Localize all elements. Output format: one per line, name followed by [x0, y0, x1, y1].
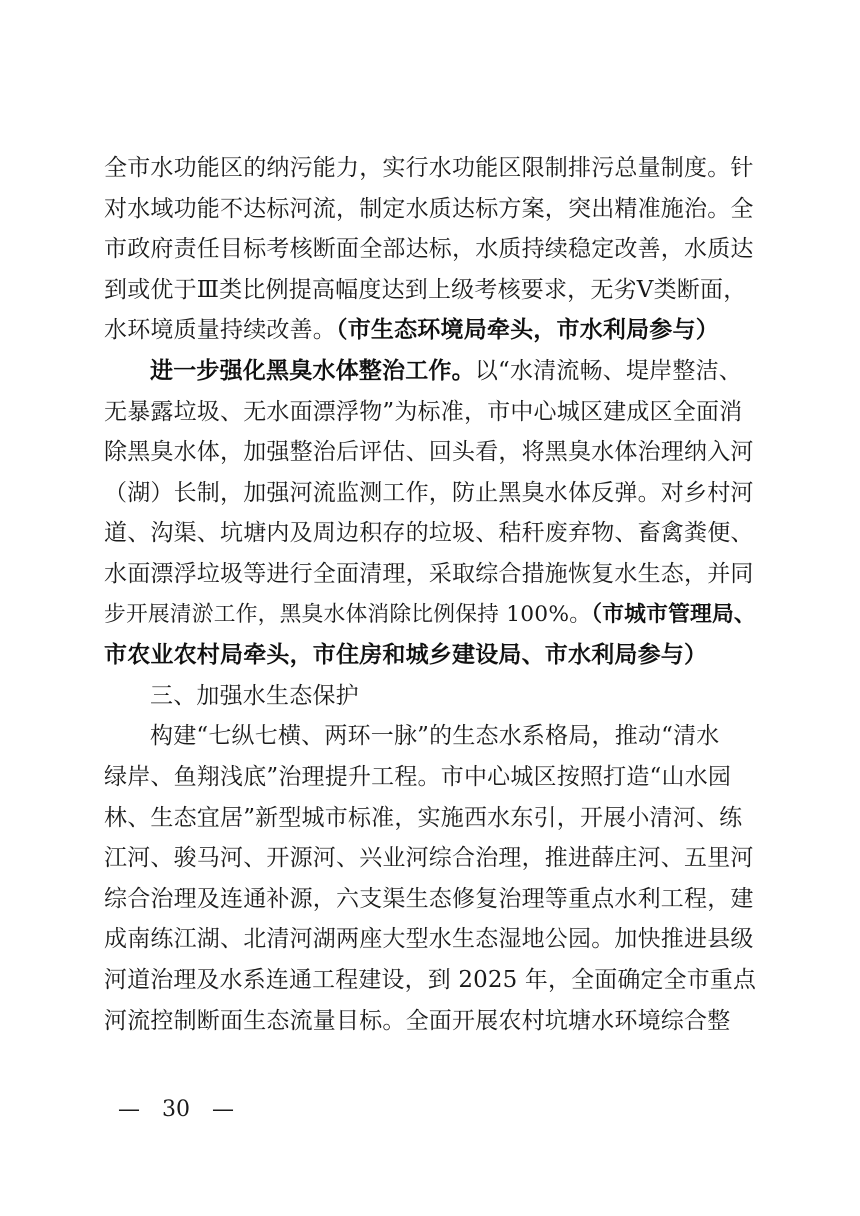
text-line [104, 189, 756, 229]
text-line [104, 513, 756, 553]
text-segment: 市政府责任目标考核断面全部达标，水质持续稳定改善，水质达 [104, 236, 754, 262]
text-line [104, 635, 756, 675]
text-segment: 到或优于Ⅲ类比例提高幅度达到上级考核要求，无劣Ⅴ类断面， [104, 277, 747, 303]
text-line [104, 310, 756, 350]
text-segment: 对水域功能不达标河流，制定水质达标方案，突出精准施治。全 [104, 196, 754, 222]
text-segment: 绿岸、鱼翔浅底”治理提升工程。市中心城区按照打造“山水园 [104, 764, 732, 790]
text-segment: 江河、骏马河、开源河、兴业河综合治理，推进薛庄河、五里河 [104, 845, 754, 871]
text-line [104, 473, 756, 513]
text-line [104, 270, 756, 310]
text-line [104, 392, 756, 432]
text-segment: 以“水清流畅、堤岸整洁、 [474, 358, 742, 384]
text-line [150, 351, 756, 391]
text-line [104, 148, 756, 188]
bold-text-segment: （市生态环境局牵头，市水利局参与） [336, 316, 719, 343]
text-segment: 水环境质量持续改善。 [104, 317, 336, 343]
text-line [150, 676, 756, 716]
text-segment: 无暴露垃圾、无水面漂浮物”为标准，市中心城区建成区全面消 [104, 399, 743, 425]
text-segment: 道、沟渠、坑塘内及周边积存的垃圾、秸秆废弃物、畜禽粪便、 [104, 520, 754, 546]
text-segment: 成南练江湖、北清河湖两座大型水生态湿地公园。加快推进县级 [104, 926, 754, 952]
text-line [104, 838, 756, 878]
text-segment: 综合治理及连通补源，六支渠生态修复治理等重点水利工程，建 [104, 886, 754, 912]
text-line [104, 1001, 756, 1041]
text-segment: 步开展清淤工作，黑臭水体消除比例保持 100%。 [104, 602, 592, 627]
text-line [104, 919, 756, 959]
text-segment: 河流控制断面生态流量目标。全面开展农村坑塘水环境综合整 [104, 1008, 731, 1034]
text-line [104, 798, 756, 838]
text-line [104, 757, 756, 797]
bold-text-segment: 进一步强化黑臭水体整治工作。 [150, 357, 475, 384]
text-segment: 构建“七纵七横、两环一脉”的生态水系格局，推动“清水 [150, 723, 720, 749]
text-segment: 全市水功能区的纳污能力，实行水功能区限制排污总量制度。针 [104, 155, 754, 181]
text-line [104, 432, 756, 472]
text-line [104, 879, 756, 919]
text-segment: 河道治理及水系连通工程建设，到 2025 年，全面确定全市重点 [104, 967, 757, 993]
text-line [104, 595, 756, 635]
text-line [104, 229, 756, 269]
page-number: — 30 — [118, 1097, 234, 1122]
text-segment: 三、加强水生态保护 [150, 683, 359, 709]
text-segment: （湖）长制，加强河流监测工作，防止黑臭水体反弹。对乡村河 [104, 480, 754, 506]
bold-text-segment: 市农业农村局牵头，市住房和城乡建设局、市水利局参与） [104, 641, 708, 668]
text-line [104, 554, 756, 594]
text-segment: 林、生态宜居”新型城市标准，实施西水东引，开展小清河、练 [104, 805, 743, 831]
text-line [150, 716, 756, 756]
text-segment: 除黑臭水体，加强整治后评估、回头看，将黑臭水体治理纳入河 [104, 439, 754, 465]
bold-text-segment: （市城市管理局、 [591, 602, 756, 627]
text-segment: 水面漂浮垃圾等进行全面清理，采取综合措施恢复水生态，并同 [104, 561, 754, 587]
text-line [104, 960, 756, 1000]
